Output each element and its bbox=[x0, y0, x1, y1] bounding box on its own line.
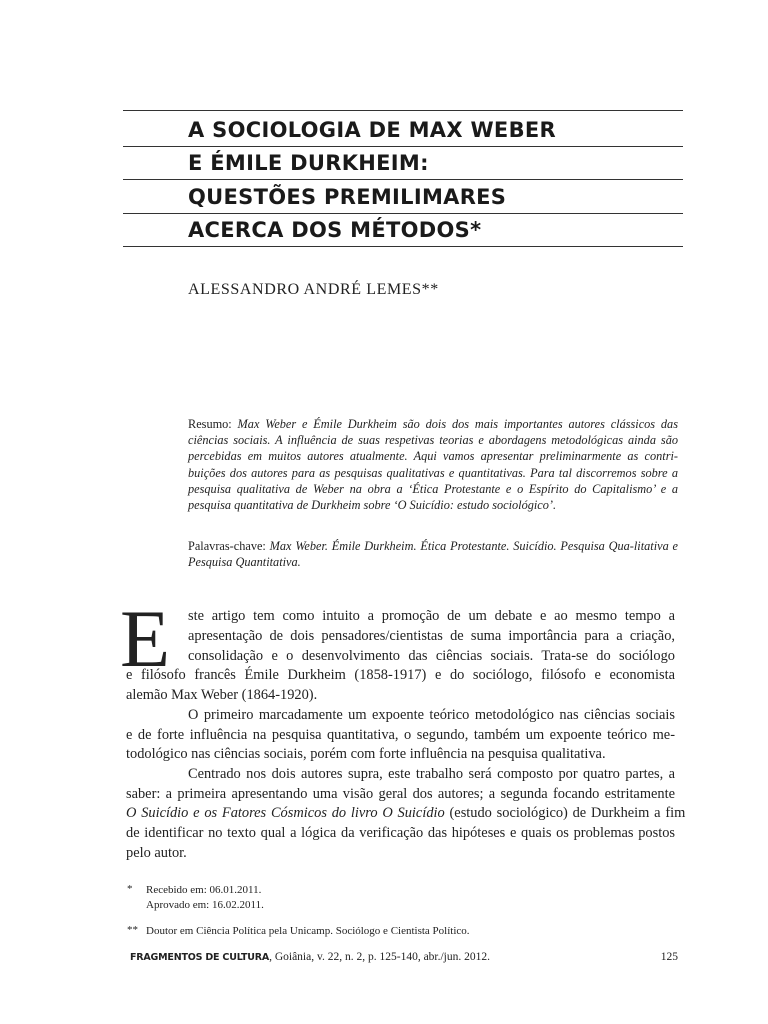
keywords-text: Max Weber. Émile Durkheim. Ética Protestante. Suicídio. Pesquisa Qua-litativa e Pesquisa Quantitativa. bbox=[188, 539, 678, 570]
body-line: ste artigo tem como intuito a promoção de um debate e ao mesmo tempo a bbox=[188, 608, 675, 624]
footnote-2-mark: ** bbox=[127, 924, 138, 936]
journal-citation bbox=[130, 951, 490, 963]
keywords-label: Palavras-chave: bbox=[188, 539, 270, 553]
title-line-4: ACERCA DOS MÉTODOS* bbox=[188, 218, 482, 242]
body-line: e filósofo francês Émile Durkheim (1858-1917) e do sociólogo, filósofo e economista bbox=[126, 667, 675, 683]
author-name: ALESSANDRO ANDRÉ LEMES** bbox=[188, 281, 439, 298]
body-line: e de forte influência na pesquisa quantitativa, o segundo, também um expoente teórico me- bbox=[126, 727, 675, 743]
citation-text: , Goiânia, v. 22, n. 2, p. 125-140, abr./jun. 2012. bbox=[269, 951, 491, 963]
body-line: Centrado nos dois autores supra, este trabalho será composto por quatro partes, a bbox=[188, 766, 675, 782]
title-rule-2 bbox=[123, 179, 683, 180]
title-rule-3 bbox=[123, 213, 683, 214]
title-top-rule bbox=[123, 110, 683, 111]
journal-name: FRAGMENTOS DE CULTURA bbox=[130, 952, 270, 963]
drop-cap: E bbox=[120, 593, 171, 684]
body-line: todológico nas ciências sociais, porém com forte influência na pesquisa qualitativa. bbox=[126, 746, 606, 762]
abstract-text: Max Weber e Émile Durkheim são dois dos mais importantes autores clássicos das ciências sociais. A influência de suas respetivas teorias e abordagens metodológicas ainda são percebidas em muitos autores atualmente. Aqui vamos apresentar preliminarmente as contri-buições dos autores para as pesquisas qualitativas e quantitativas. Para tal discorremos sobre a pesquisa qualitativa de Weber na obra a ‘Ética Protestante e o Espírito do Capitalismo’ e a pesquisa quantitativa de Durkheim sobre ‘O Suicídio: estudo sociológico’. bbox=[188, 417, 678, 513]
body-line: pelo autor. bbox=[126, 845, 187, 861]
body-line: de identificar no texto qual a lógica da verificação das hipóteses e quais os problemas postos bbox=[126, 825, 675, 841]
footnote-1-line1: Recebido em: 06.01.2011. bbox=[146, 884, 262, 896]
body-line: alemão Max Weber (1864-1920). bbox=[126, 687, 318, 703]
title-bottom-rule bbox=[123, 246, 683, 247]
title-rule-1 bbox=[123, 146, 683, 147]
body-text: (estudo sociológico) de Durkheim a fim bbox=[444, 805, 686, 821]
footnote-1-mark: * bbox=[127, 883, 133, 895]
abstract-label: Resumo: bbox=[188, 417, 238, 431]
abstract bbox=[188, 416, 678, 513]
title-line-2: E ÉMILE DURKHEIM: bbox=[188, 151, 429, 175]
body-line: saber: a primeira apresentando uma visão geral dos autores; a segunda focando estritamente bbox=[126, 786, 675, 802]
page-number: 125 bbox=[660, 951, 678, 963]
body-line: O primeiro marcadamente um expoente teórico metodológico nas ciências sociais bbox=[188, 707, 675, 723]
title-line-3: QUESTÕES PREMILIMARES bbox=[188, 185, 507, 209]
body-line: apresentação de dois pensadores/cientistas de suma importância para a criação, bbox=[188, 628, 675, 644]
title-line-1: A SOCIOLOGIA DE MAX WEBER bbox=[188, 118, 556, 142]
footnote-1-line2: Aprovado em: 16.02.2011. bbox=[146, 899, 264, 911]
keywords bbox=[188, 538, 678, 570]
book-title: O Suicídio e os Fatores Cósmicos do livro O Suicídio bbox=[126, 805, 445, 821]
footnote-2-text: Doutor em Ciência Política pela Unicamp. Sociólogo e Cientista Político. bbox=[146, 925, 470, 937]
body-line: consolidação e o desenvolvimento das ciências sociais. Trata-se do sociólogo bbox=[188, 648, 675, 664]
body-line-mixed bbox=[126, 804, 686, 823]
